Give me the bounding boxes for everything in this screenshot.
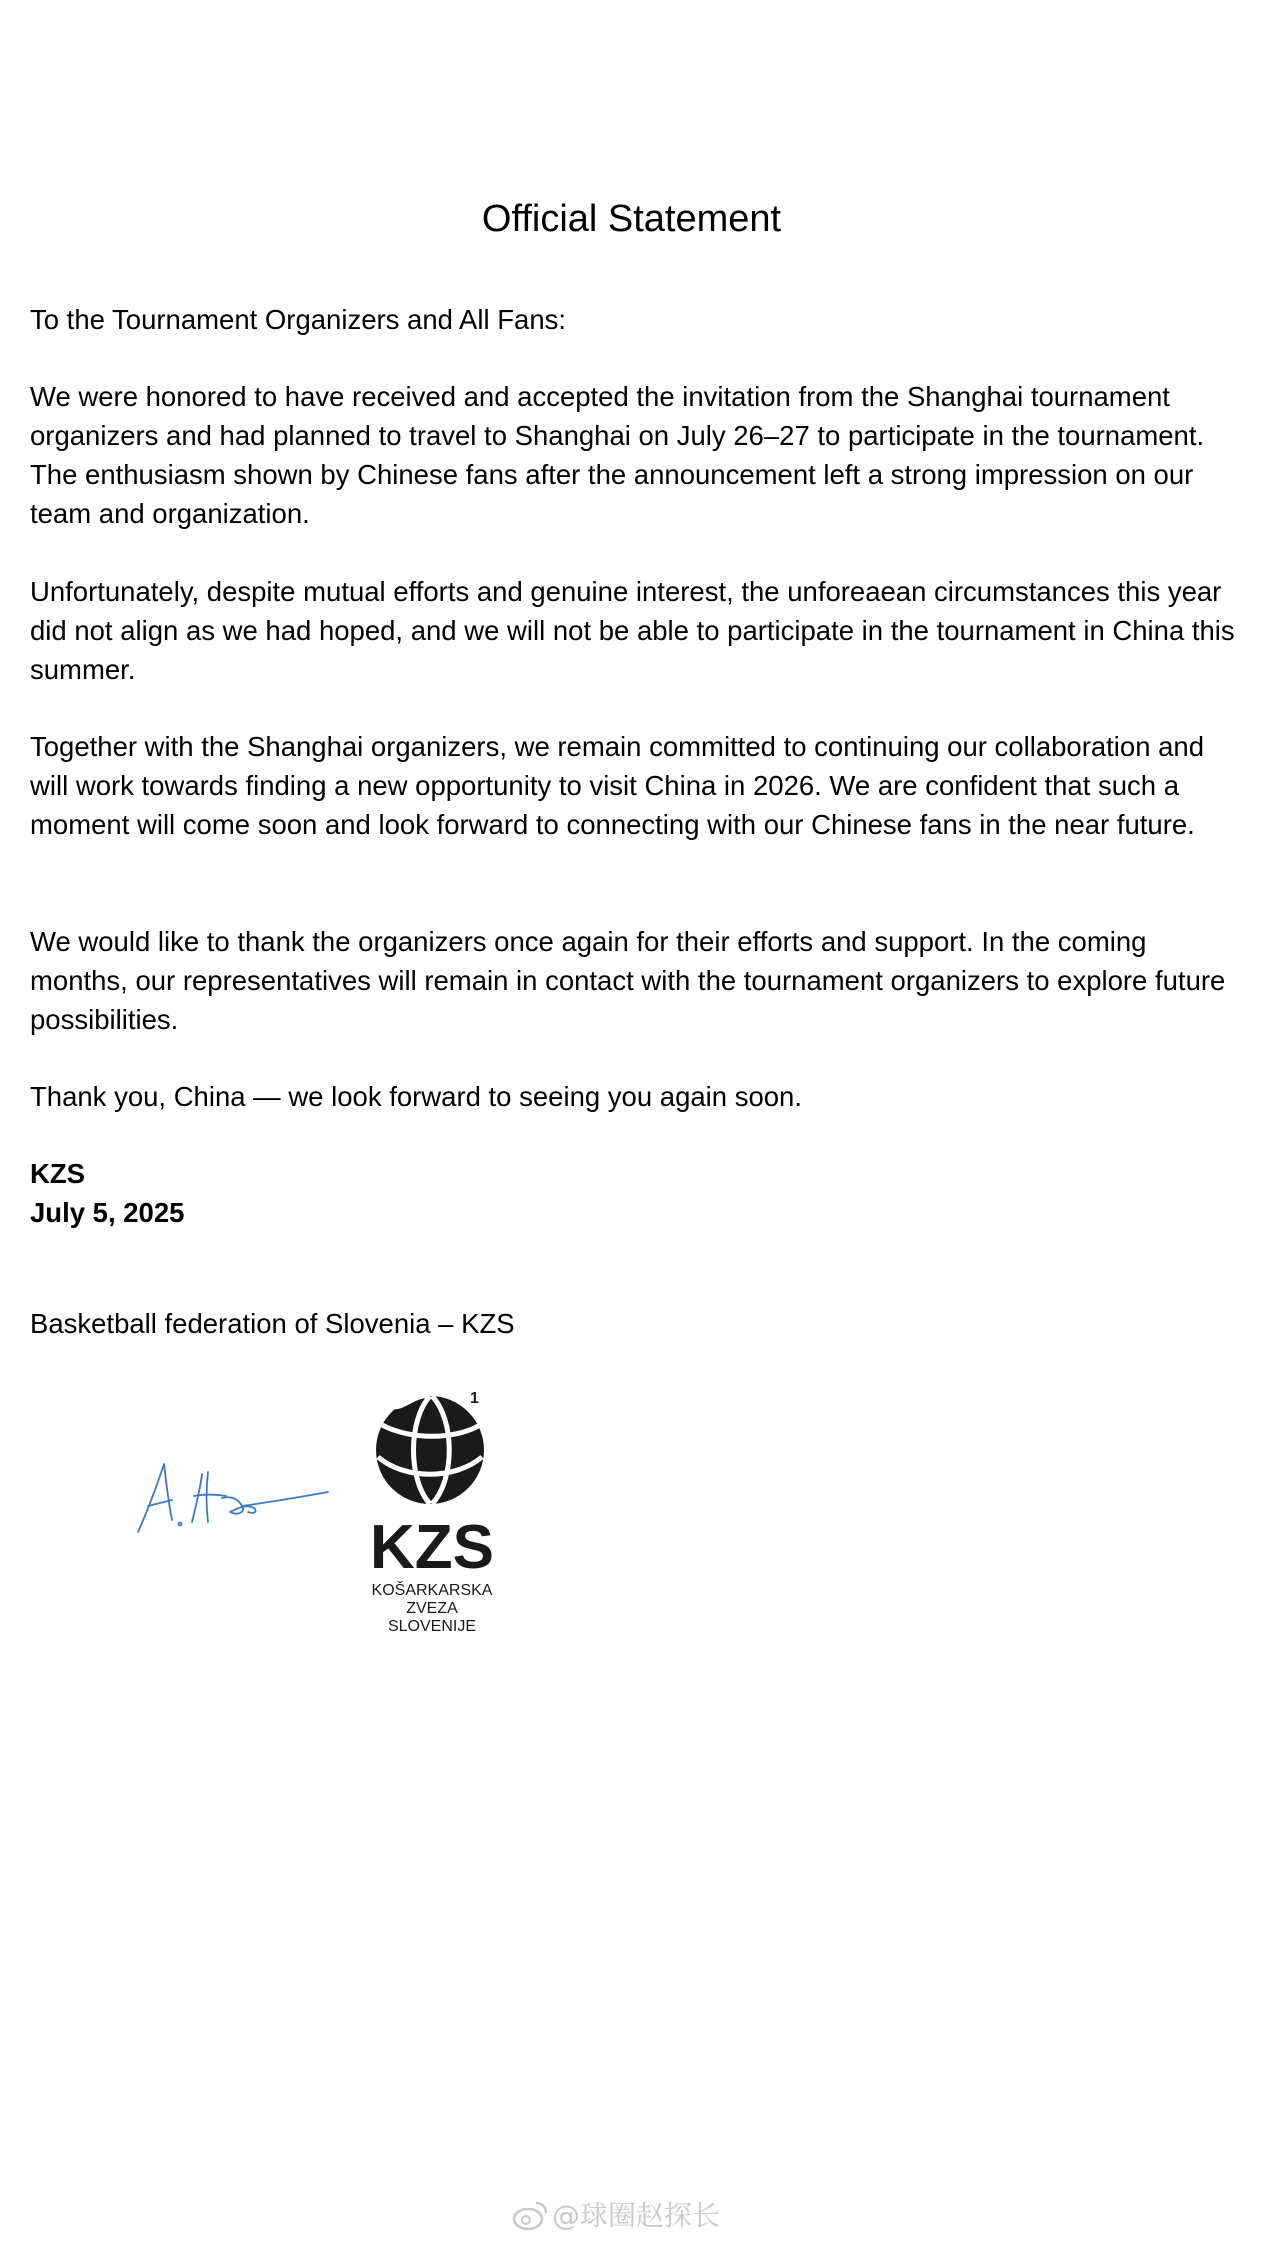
paragraph-3: Together with the Shanghai organizers, we remain committed to continuing our collaboration and will work towards finding a new opportunity to visit China in 2026. We are confident that such a moment will come soon and look forward to connecting with our Chinese fans in the near future. [30,731,1205,840]
paragraph-2: Unfortunately, despite mutual efforts and genuine interest, the unforeaean circumstances this year did not align as we had hoped, and we will not be able to participate in the tournament in China this summer. [30,576,1235,685]
stamp-line-2: ZVEZA [406,1600,458,1617]
paragraph-1: We were honored to have received and accepted the invitation from the Shanghai tournament organizers and had planned to travel to Shanghai on July 26–27 to participate in the tournament. The enthusiasm shown by Chinese fans after the announcement left a strong impression on our team and organization. [30,381,1205,529]
kzs-logo-stamp [360,1385,510,1645]
federation-name: Basketball federation of Slovenia – KZS [30,1308,515,1339]
stamp-line-3: SLOVENIJE [387,1618,477,1635]
handwritten-signature [130,1450,330,1540]
stamp-logo-text: KZS [370,1513,494,1582]
weibo-watermark [510,2195,770,2235]
document-title: Official Statement [481,198,782,240]
stamp-superscript: 1 [470,1390,479,1407]
salutation: To the Tournament Organizers and All Fans: [30,304,567,335]
sign-organization: KZS [30,1158,85,1189]
stamp-line-1: KOŠARKARSKA [371,1582,493,1599]
paragraph-4: We would like to thank the organizers once again for their efforts and support. In the coming months, our representatives will remain in contact with the tournament organizers to explore future possibilities. [30,926,1226,1035]
sign-block [30,1154,184,1232]
weibo-icon [514,2203,546,2229]
watermark-text: @球圈赵探长 [552,2199,721,2232]
sign-date: July 5, 2025 [30,1197,185,1228]
paragraph-5: Thank you, China — we look forward to seeing you again soon. [30,1081,802,1112]
